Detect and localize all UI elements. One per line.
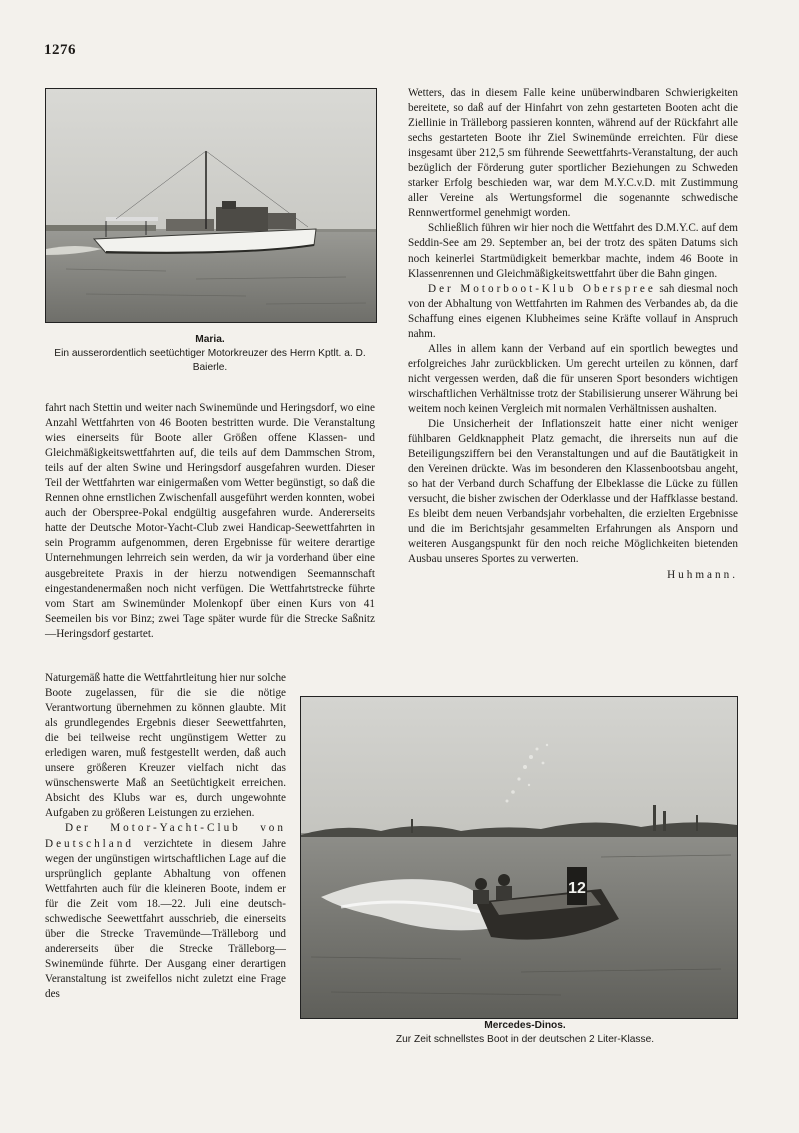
mercedes-dinos-caption-text: Zur Zeit schnellstes Boot in der deutschen 2 Liter-Klasse. bbox=[395, 1034, 655, 1045]
left-column-text bbox=[45, 401, 375, 642]
club-name: Der Motor-Yacht-Club von Deutschland bbox=[45, 822, 286, 850]
boat-number: 12 bbox=[568, 880, 586, 897]
maria-caption-title: Maria. bbox=[195, 334, 225, 345]
author-signature: Huhmann. bbox=[667, 568, 738, 581]
maria-caption bbox=[45, 333, 375, 375]
mercedes-dinos-caption bbox=[360, 1019, 690, 1047]
maria-boat-illustration bbox=[46, 89, 376, 322]
paragraph: Der Motor-Yacht-Club von Deutschland verzichtete in diesem Jahre wegen der ungünstigen wirtschaftlichen Lage auf die ursprünglich geplante Abhaltung von offenen Wettfahrten auch für die kleineren Boote, indem er für die Zeit vom 18.—22. Juli eine deutsch-schwedische Seewettfahrt ausschrieb, die einerseits über die Strecke Travemünde—Trälleborg und andererseits über die Strecke Trälleborg—Swinemünde führte. Der Ausgang einer derartigen Veranstaltung ist zweifellos nicht zuletzt eine Frage des bbox=[45, 822, 286, 1000]
paragraph: Der Motorboot-Klub Oberspree sah diesmal noch von der Abhaltung von Wettfahrten im Rahmen des Verbandes ab, da die Schaffung eines eigenen Klubheimes seine Kräfte vollauf in Anspruch nahm. bbox=[408, 282, 738, 340]
mercedes-dinos-caption-title: Mercedes-Dinos. bbox=[484, 1020, 566, 1031]
paragraph: Alles in allem kann der Verband auf ein sportlich bewegtes und erfolgreiches Jahr zurückblicken. Um gerecht urteilen zu können, darf nicht vergessen werden, daß die für unseren Sport besonders wichtigen wirschaftlichen Verhältnisse trotz der Stabilisierung unserer Währung bei weitem noch keinen Vergleich mit normalen Verhältnissen aushalten. bbox=[408, 342, 738, 415]
left-column-narrow-text bbox=[45, 671, 286, 1002]
paragraph: Die Unsicherheit der Inflationszeit hatte einer nicht weniger fühlbaren Geldknappheit Platz gemacht, die ihrerseits nun auf die Beteiligungsziffern bei den Veranstaltungen und auf die Bautätigkeit in den Vereinen drückte. Was im besonderen den Klassenbootsbau angeht, so hat der Verband durch Schaffung der Elbeklasse die Lücke zu füllen versucht, die bisher zwischen der Oderklasse und der Haffklasse bestand. Es bleibt dem neuen Verbandsjahr vorbehalten, die erzielten Ergebnisse und die im Berichtsjahr gesammelten Erfahrungen als Ansporn und weiteren Ausgangspunkt für den noch reiche Möglichkeiten bietenden Ausbau unseres Sportes zu verwerten. bbox=[408, 418, 738, 566]
mercedes-dinos-photo bbox=[300, 696, 738, 1019]
paragraph: Naturgemäß hatte die Wettfahrtleitung hier nur solche Boote zugelassen, für die sie die nötige Verantwortung übernehmen zu können glaubte. Mit als grundlegendes Ergebnis dieser Seewettfahrten, die bei teilweise recht ungünstigem Wetter zu erledigen waren, muß festgestellt werden, daß auch unsere größeren Kreuzer vielfach nicht das wünschenswerte Maß an Seetüchtigkeit erreichen. Absicht des Klubs war es, durch ungewohnte Aufgaben zu größeren Leistungen zu erziehen. bbox=[45, 672, 286, 820]
maria-photo bbox=[45, 88, 377, 323]
page-number: 1276 bbox=[44, 42, 76, 58]
paragraph: Wetters, das in diesem Falle keine unüberwindbaren Schwierigkeiten bereitete, so daß auf der Hinfahrt von zehn gestarteten Booten acht die Ziellinie in Trälleborg passieren konnten, während auf der Rückfahrt alle sechs gestarteten Boote ihr Ziel Swinemünde erreichten. Für diese insgesamt über 212,5 sm führende Seewettfahrts-Veranstaltung, der auch bezüglich der Förderung guter sportlicher Beziehungen zu Schweden starker Erfolg beschieden war, war dem M.Y.C.v.D. mit Zustimmung aller Vereine als Wertungsformel die sogenannte schwedische Rennwertformel genehmigt worden. bbox=[408, 87, 738, 220]
racing-boat-illustration bbox=[301, 697, 737, 1018]
paragraph: fahrt nach Stettin und weiter nach Swinemünde und Heringsdorf, wo eine Anzahl Wettfahrten von 46 Booten bestritten wurde. Die Veranstaltung wies einerseits für Boote aller Größen offene Klassen- und Gleichmäßigkeitswettfahrten auf, die teils auf dem Dammschen Strom, teils auf der alten Swine und Heringsdorf ausgefahren wurden. Dieser Teil der Wettfahrten war einigermaßen vom Wetter begünstigt, so daß die Rennen ohne ernstlichen Zwischenfall ausgeführt werden konnten, wobei auch der Oberspree-Pokal endgültig ausgefahren wurde. Andererseits hatte der Deutsche Motor-Yacht-Club zwei Handicap-Seewettfahrten in sein Programm aufgenommen, deren Ergebnisse für weitere derartige Unternehmungen lehrreich sein werden, da wir ja vorderhand über eine ausgebreitete Praxis in der hierzu notwendigen Seemannschaft eingestandenermaßen noch nicht verfügen. Die Wettfahrtstrecke führte vom Start am Swinemünder Molenkopf über einen Kurs von 41 Seemeilen bis vor Binz; zwei Tage später wurde für die Strecke Saßnitz—Heringsdorf gestartet. bbox=[45, 402, 375, 640]
paragraph: Schließlich führen wir hier noch die Wettfahrt des D.M.Y.C. auf dem Seddin-See am 29. September an, bei der trotz des späten Datums sich noch keinerlei Startmüdigkeit bemerkbar machte, indem 46 Boote in Klassenrennen und Gleichmäßigkeitswettfahrt über die Bahn gingen. bbox=[408, 222, 738, 280]
right-column-text bbox=[408, 86, 738, 583]
maria-caption-text: Ein ausserordentlich seetüchtiger Motorkreuzer des Herrn Kptlt. a. D. Baierle. bbox=[54, 348, 366, 373]
club-name: Der Motorboot-Klub Oberspree bbox=[428, 282, 656, 295]
